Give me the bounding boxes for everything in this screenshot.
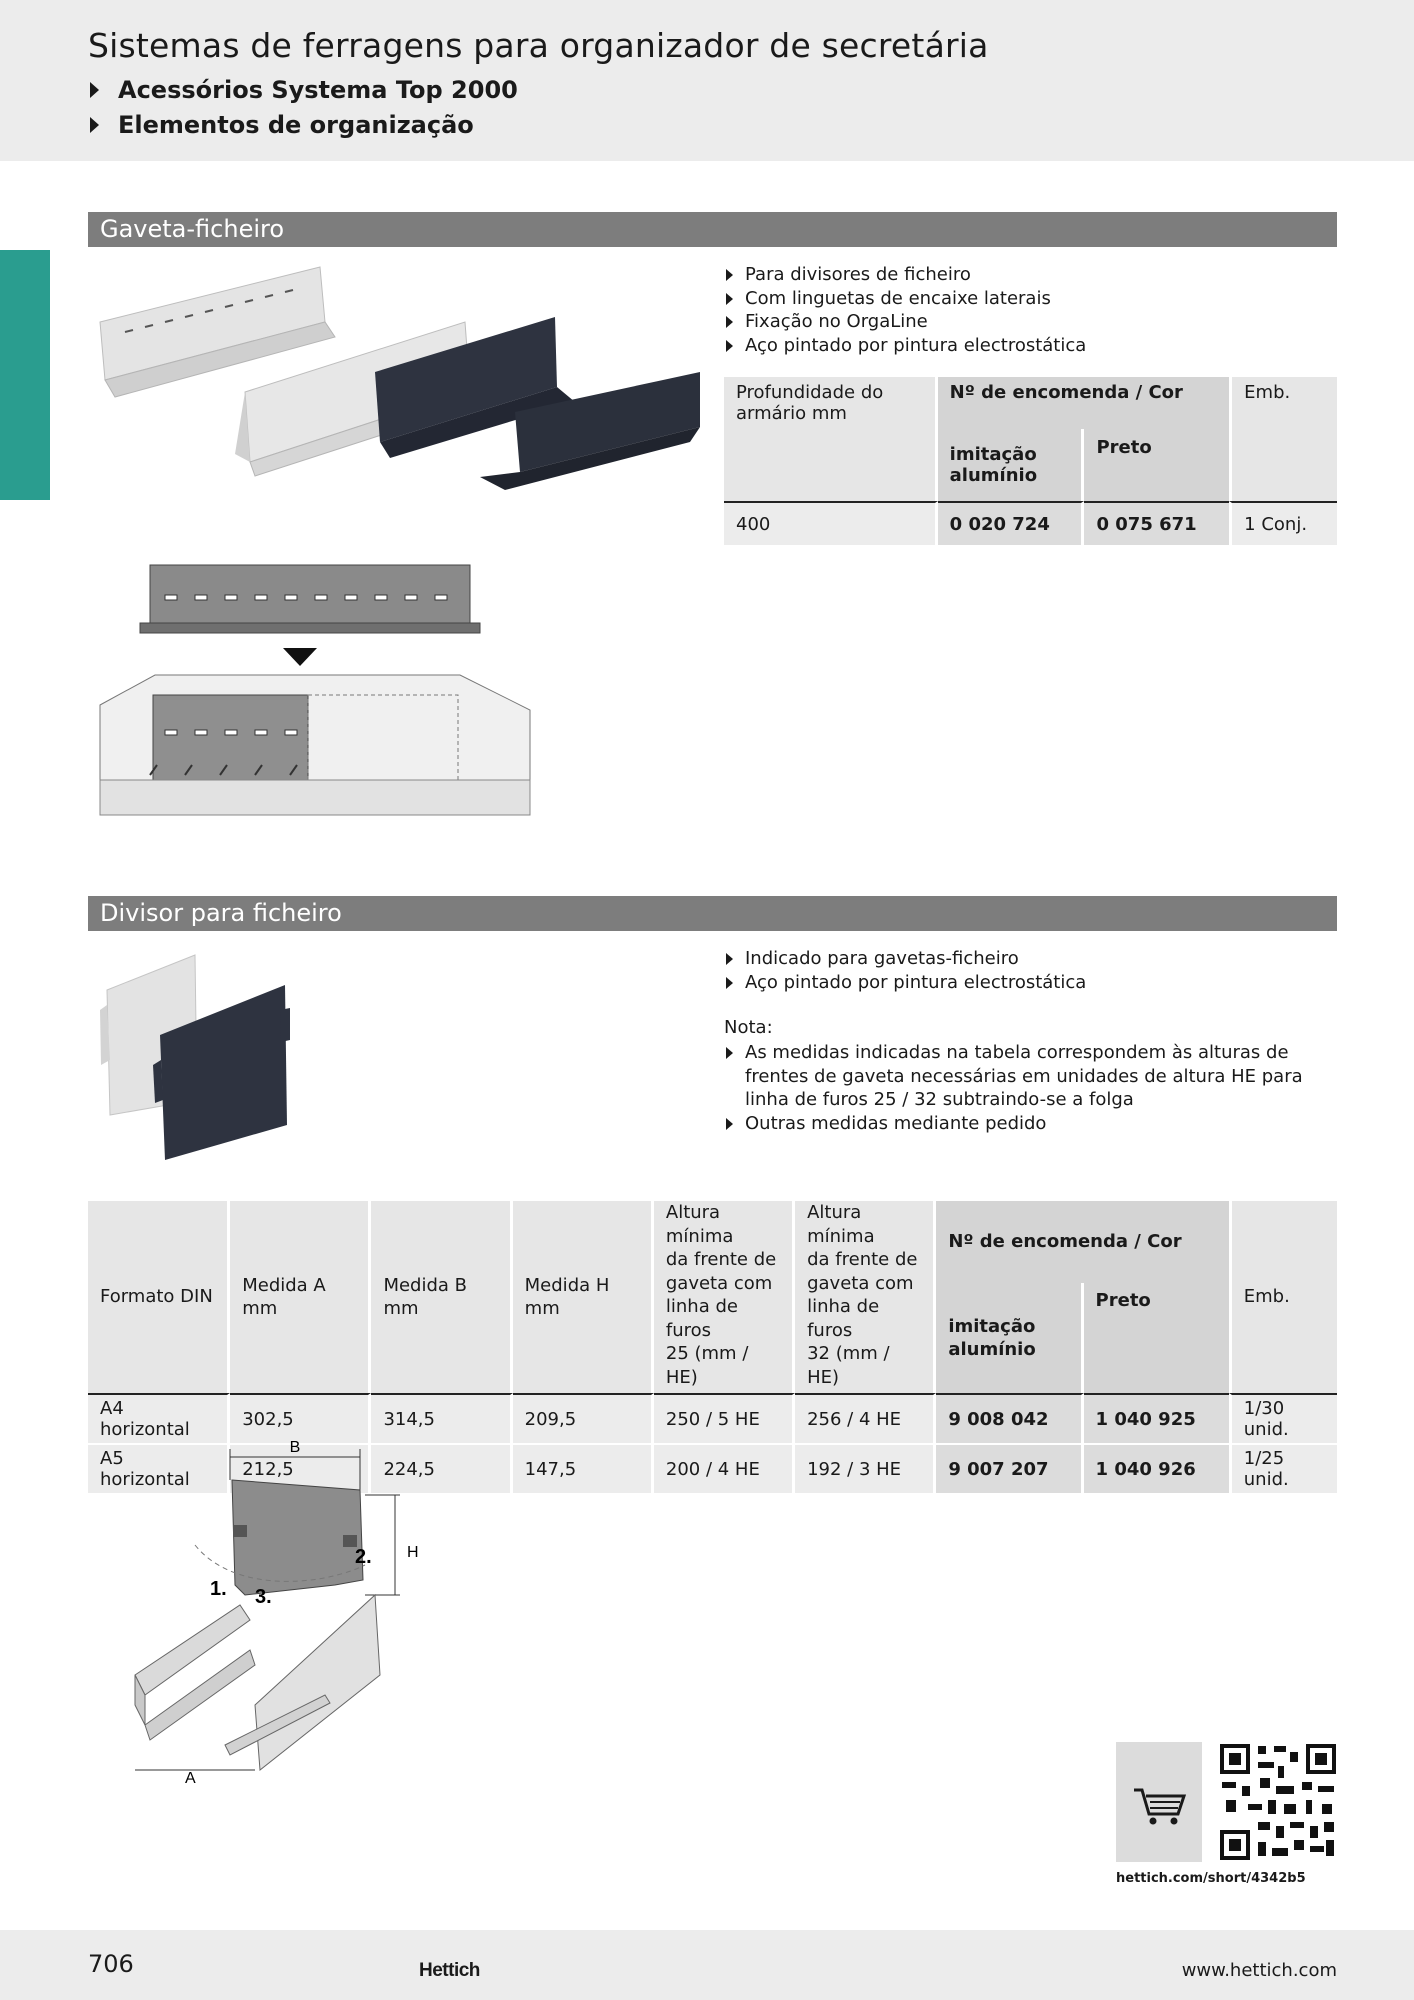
col-min25-header: Altura mínima da frente de gaveta com linha de furos 25 (mm / HE): [654, 1201, 795, 1393]
subtitle-1-text: Acessórios Systema Top 2000: [118, 76, 518, 104]
gaveta-installation-diagram: [95, 560, 535, 820]
divisor-product-image: [95, 950, 295, 1165]
col-format-header: Formato DIN: [88, 1201, 230, 1393]
shop-link-box[interactable]: [1116, 1742, 1202, 1862]
list-item: Aço pintado por pintura electrostática: [724, 334, 1086, 358]
note-list: [724, 1041, 1344, 1135]
qr-code[interactable]: [1218, 1742, 1338, 1862]
col-min32-header: Altura mínima da frente de gaveta com linha de furos 32 (mm / HE): [795, 1201, 936, 1393]
table-row: A4 horizontal 302,5 314,5 209,5 250 / 5 HE 256 / 4 HE 9 008 042 1 040 925 1/30 unid.: [88, 1393, 1337, 1443]
col-black-header: Preto: [1084, 429, 1229, 501]
list-item: Aço pintado por pintura electrostática: [724, 971, 1086, 995]
step-3-label: 3.: [255, 1586, 272, 1608]
section-title-divisor: Divisor para ficheiro: [88, 896, 1337, 931]
page-title: Sistemas de ferragens para organizador de secretária: [88, 26, 989, 65]
col-b-header: Medida B mm: [371, 1201, 512, 1393]
table-row: 400 0 020 724 0 075 671 1 Conj.: [724, 501, 1337, 545]
dimension-b-label: B: [289, 1439, 301, 1456]
col-h-header: Medida H mm: [513, 1201, 654, 1393]
step-1-label: 1.: [210, 1578, 227, 1600]
triangle-bullet-icon: [726, 316, 733, 328]
divisor-assembly-diagram: [125, 1435, 425, 1790]
col-order-header: Nº de encomenda / Cor: [938, 377, 1230, 429]
gaveta-order-table: [724, 377, 1337, 545]
triangle-bullet-icon: [726, 293, 733, 305]
dimension-a-label: A: [185, 1770, 196, 1787]
col-pack-header: Emb.: [1229, 377, 1337, 501]
triangle-bullet-icon: [726, 340, 733, 352]
qr-short-link[interactable]: hettich.com/short/4342b5: [1116, 1871, 1306, 1886]
dimension-h-label: H: [407, 1544, 419, 1561]
table-row: A5 horizontal 212,5 224,5 147,5 200 / 4 HE 192 / 3 HE 9 007 207 1 040 926 1/25 unid.: [88, 1443, 1337, 1493]
page-number: 706: [88, 1950, 134, 1978]
divisor-feature-list: [724, 947, 1086, 994]
col-a-header: Medida A mm: [230, 1201, 371, 1393]
list-item: Indicado para gavetas-ficheiro: [724, 947, 1086, 971]
gaveta-feature-list: [724, 263, 1086, 357]
col-depth-header: Profundidade do armário mm: [724, 377, 938, 501]
col-alu-header: imitação alumínio: [936, 1283, 1083, 1393]
gaveta-ficheiro-product-image: [95, 262, 705, 502]
list-item: Outras medidas mediante pedido: [724, 1112, 1344, 1136]
cart-icon[interactable]: [1116, 1742, 1202, 1862]
triangle-bullet-icon: [90, 82, 99, 98]
list-item: Fixação no OrgaLine: [724, 310, 1086, 334]
section-title-gaveta: Gaveta-ficheiro: [88, 212, 1337, 247]
subtitle-1: [90, 76, 518, 104]
subtitle-2: [90, 111, 474, 139]
triangle-bullet-icon: [726, 269, 733, 281]
footer-url[interactable]: www.hettich.com: [1181, 1960, 1337, 1981]
hettich-logo: Hettich: [419, 1960, 480, 1981]
triangle-bullet-icon: [90, 117, 99, 133]
list-item: As medidas indicadas na tabela correspondem às alturas de frentes de gaveta necessárias em unidades de altura HE para linha de furos 25 / 32 subtraindo-se a folga: [724, 1041, 1344, 1112]
col-alu-header: imitação alumínio: [938, 429, 1085, 501]
page-footer: [0, 1930, 1414, 2000]
page-header: [0, 0, 1414, 161]
triangle-bullet-icon: [726, 1118, 733, 1130]
col-black-header: Preto: [1084, 1283, 1229, 1393]
triangle-bullet-icon: [726, 953, 733, 965]
col-order-header: Nº de encomenda / Cor: [936, 1201, 1228, 1283]
col-pack-header: Emb.: [1229, 1201, 1337, 1393]
step-2-label: 2.: [355, 1546, 372, 1568]
side-tab: [0, 250, 50, 500]
note-label: Nota:: [724, 1017, 773, 1038]
list-item: Para divisores de ficheiro: [724, 263, 1086, 287]
triangle-bullet-icon: [726, 1047, 733, 1059]
list-item: Com linguetas de encaixe laterais: [724, 287, 1086, 311]
triangle-bullet-icon: [726, 977, 733, 989]
subtitle-2-text: Elementos de organização: [118, 111, 474, 139]
